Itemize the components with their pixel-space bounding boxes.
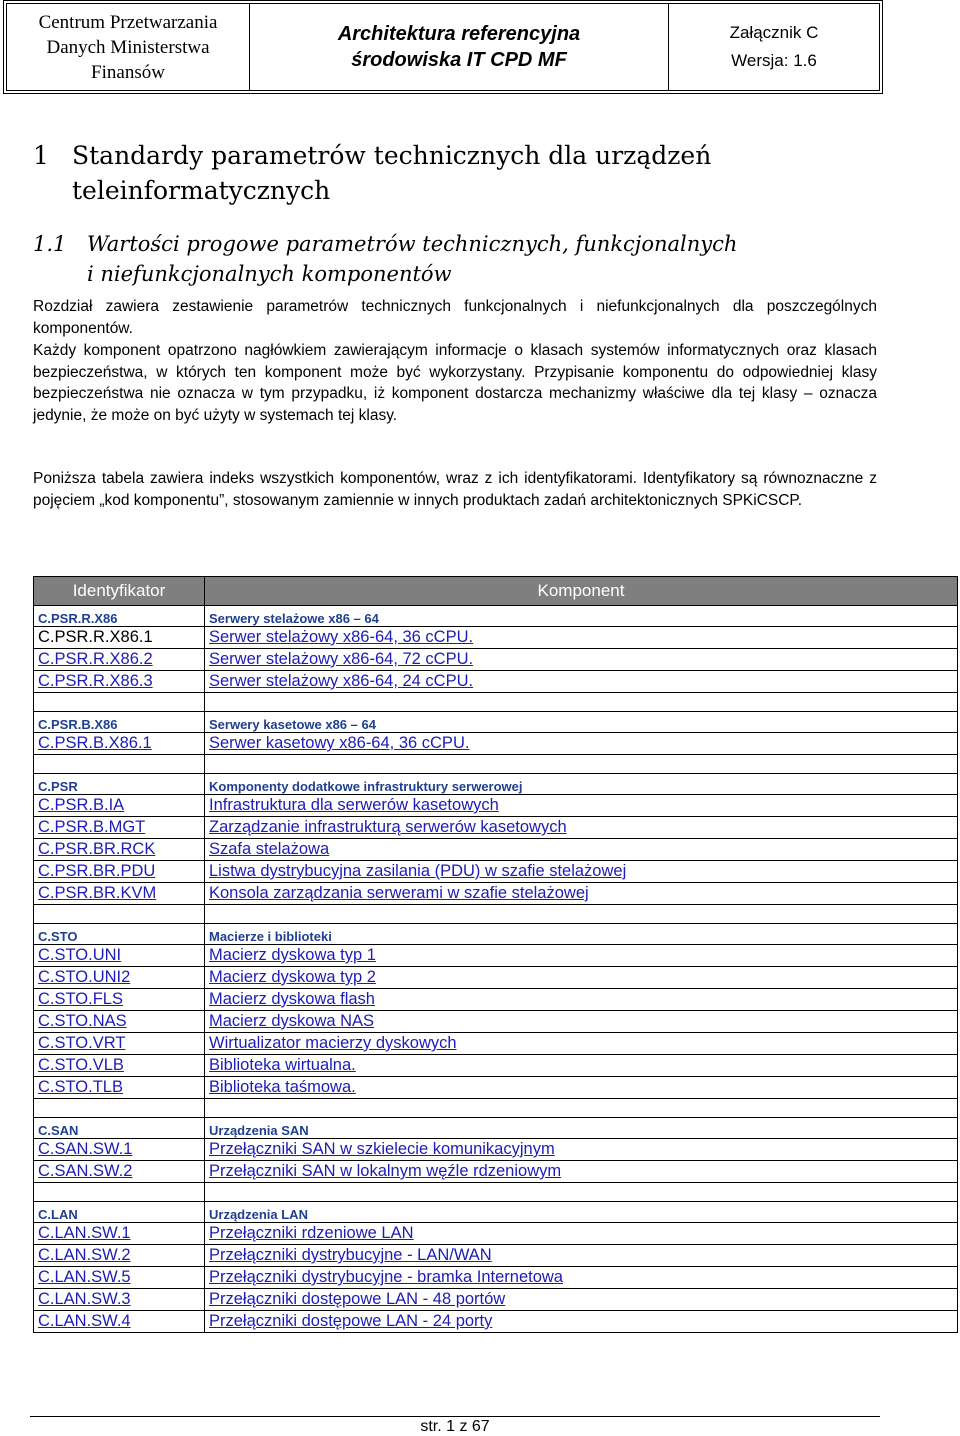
table-row (34, 795, 958, 817)
group-row (34, 1202, 958, 1223)
id-cell (34, 795, 205, 817)
table-row (34, 1267, 958, 1289)
spacer-row (34, 693, 958, 712)
spacer-cell (205, 1099, 958, 1118)
component-id-link[interactable]: C.PSR.B.MGT (38, 818, 146, 836)
component-name-link[interactable]: Serwer stelażowy x86-64, 36 cCPU. (209, 628, 474, 646)
group-id: C.PSR.R.X86 (34, 606, 205, 627)
name-cell (205, 795, 958, 817)
paragraph-index: Poniższa tabela zawiera indeks wszystkich komponentów, wraz z ich identyfikatorami. Identyfikatory są równoznaczne z pojęciem „kod komponentu”, stosowanym zamiennie w innych produktach zadań architektonicznych SPKiCSCP. (33, 470, 877, 509)
name-cell (205, 817, 958, 839)
group-name: Serwery stelażowe x86 – 64 (205, 606, 958, 627)
component-id-link[interactable]: C.SAN.SW.1 (38, 1140, 133, 1158)
name-cell (205, 861, 958, 883)
component-name-link[interactable]: Listwa dystrybucyjna zasilania (PDU) w szafie stelażowej (209, 862, 627, 880)
component-id-link[interactable]: C.STO.VLB (38, 1056, 124, 1074)
table-row (34, 1289, 958, 1311)
component-name-link[interactable]: Przełączniki dostępowe LAN - 24 porty (209, 1312, 493, 1330)
name-cell (205, 649, 958, 671)
id-cell (34, 1011, 205, 1033)
id-cell (34, 1161, 205, 1183)
component-name-link[interactable]: Serwer stelażowy x86-64, 72 cCPU. (209, 650, 474, 668)
component-name-link[interactable]: Przełączniki SAN w lokalnym węźle rdzeniowym (209, 1162, 562, 1180)
name-cell (205, 945, 958, 967)
component-id-link[interactable]: C.STO.VRT (38, 1034, 126, 1052)
page-number: str. 1 z 67 (420, 1418, 490, 1435)
name-cell (205, 1011, 958, 1033)
attachment-label: Załącznik C (729, 23, 819, 42)
component-id-link[interactable]: C.PSR.BR.RCK (38, 840, 156, 858)
table-row (34, 1139, 958, 1161)
table-row (34, 1311, 958, 1333)
group-row (34, 606, 958, 627)
component-id-link[interactable]: C.PSR.R.X86.2 (38, 650, 153, 668)
group-row (34, 924, 958, 945)
heading-1-number: 1 (33, 141, 49, 170)
id-cell (34, 733, 205, 755)
name-cell (205, 989, 958, 1011)
spacer-cell (205, 905, 958, 924)
component-name-link[interactable]: Infrastruktura dla serwerów kasetowych (209, 796, 499, 814)
table-row (34, 1077, 958, 1099)
id-cell (34, 861, 205, 883)
id-cell (34, 627, 205, 649)
spacer-row (34, 755, 958, 774)
component-name-link[interactable]: Macierz dyskowa flash (209, 990, 375, 1008)
component-id-link[interactable]: C.PSR.B.X86.1 (38, 734, 152, 752)
component-name-link[interactable]: Macierz dyskowa typ 1 (209, 946, 376, 964)
component-index-table (33, 576, 958, 1333)
table-row (34, 945, 958, 967)
group-name: Macierze i biblioteki (205, 924, 958, 945)
footer-divider (30, 1416, 880, 1417)
table-row (34, 671, 958, 693)
component-id-link[interactable]: C.PSR.B.IA (38, 796, 125, 814)
spacer-cell (205, 693, 958, 712)
table-row (34, 733, 958, 755)
component-name-link[interactable]: Zarządzanie infrastrukturą serwerów kasetowych (209, 818, 567, 836)
header-meta (669, 4, 879, 90)
component-id-link[interactable]: C.LAN.SW.2 (38, 1246, 131, 1264)
header-title (250, 4, 669, 90)
component-name-link[interactable]: Macierz dyskowa typ 2 (209, 968, 376, 986)
table-row (34, 649, 958, 671)
heading-1-line1: Standardy parametrów technicznych dla urządzeń (72, 141, 712, 170)
component-name-link[interactable]: Przełączniki dystrybucyjne - bramka Internetowa (209, 1268, 563, 1286)
spacer-cell (34, 1183, 205, 1202)
id-cell (34, 839, 205, 861)
column-header-identifier: Identyfikator (34, 577, 205, 606)
name-cell (205, 1245, 958, 1267)
group-id: C.LAN (34, 1202, 205, 1223)
component-id-link[interactable]: C.LAN.SW.4 (38, 1312, 131, 1330)
name-cell (205, 671, 958, 693)
org-line: Centrum Przetwarzania (38, 11, 218, 33)
id-cell (34, 1223, 205, 1245)
spacer-cell (205, 755, 958, 774)
component-name-link[interactable]: Serwer stelażowy x86-64, 24 cCPU. (209, 672, 474, 690)
table-row (34, 989, 958, 1011)
group-name: Urządzenia SAN (205, 1118, 958, 1139)
component-id-link[interactable]: C.PSR.BR.PDU (38, 862, 156, 880)
heading-2-line2: i niefunkcjonalnych komponentów (87, 262, 452, 286)
group-row (34, 774, 958, 795)
component-id-link[interactable]: C.LAN.SW.3 (38, 1290, 131, 1308)
component-id-link[interactable]: C.PSR.BR.KVM (38, 884, 157, 902)
component-id-link[interactable]: C.PSR.R.X86.3 (38, 672, 153, 690)
id-cell (34, 1311, 205, 1333)
group-name: Serwery kasetowe x86 – 64 (205, 712, 958, 733)
org-line: Finansów (91, 61, 165, 83)
table-row (34, 883, 958, 905)
table-row (34, 1033, 958, 1055)
component-name-link[interactable]: Przełączniki rdzeniowe LAN (209, 1224, 414, 1242)
group-id: C.STO (34, 924, 205, 945)
name-cell (205, 1033, 958, 1055)
id-cell (34, 883, 205, 905)
group-row (34, 712, 958, 733)
spacer-row (34, 1099, 958, 1118)
component-name-link[interactable]: Biblioteka taśmowa. (209, 1078, 356, 1096)
title-line: środowiska IT CPD MF (351, 49, 567, 71)
component-name-link[interactable]: Przełączniki dostępowe LAN - 48 portów (209, 1290, 506, 1308)
table-row (34, 817, 958, 839)
name-cell (205, 839, 958, 861)
name-cell (205, 883, 958, 905)
header-organization (7, 4, 250, 90)
name-cell (205, 1139, 958, 1161)
group-id: C.PSR (34, 774, 205, 795)
paragraph-intro: Rozdział zawiera zestawienie parametrów technicznych funkcjonalnych i niefunkcjonalnych dla poszczególnych komponentów. (33, 298, 877, 337)
component-name-link[interactable]: Przełączniki SAN w szkielecie komunikacyjnym (209, 1140, 555, 1158)
component-id-link[interactable]: C.STO.NAS (38, 1012, 127, 1030)
table-row (34, 967, 958, 989)
id-cell (34, 1033, 205, 1055)
column-header-component: Komponent (205, 577, 958, 606)
name-cell (205, 1289, 958, 1311)
title-line: Architektura referencyjna (337, 23, 581, 45)
id-cell (34, 817, 205, 839)
heading-2-line1: Wartości progowe parametrów technicznych, funkcjonalnych (87, 232, 738, 256)
component-name-link[interactable]: Biblioteka wirtualna. (209, 1056, 356, 1074)
spacer-cell (205, 1183, 958, 1202)
group-name: Komponenty dodatkowe infrastruktury serwerowej (205, 774, 958, 795)
page-header (6, 3, 880, 91)
spacer-cell (34, 1099, 205, 1118)
component-id-link[interactable]: C.PSR.R.X86.1 (38, 628, 153, 646)
heading-2-number: 1.1 (33, 232, 67, 256)
table-row (34, 861, 958, 883)
component-name-link[interactable]: Serwer kasetowy x86-64, 36 cCPU. (209, 734, 470, 752)
component-id-link[interactable]: C.LAN.SW.1 (38, 1224, 131, 1242)
id-cell (34, 671, 205, 693)
table-row (34, 839, 958, 861)
component-id-link[interactable]: C.STO.TLB (38, 1078, 123, 1096)
id-cell (34, 1267, 205, 1289)
spacer-row (34, 1183, 958, 1202)
component-id-link[interactable]: C.STO.UNI2 (38, 968, 131, 986)
spacer-row (34, 905, 958, 924)
group-name: Urządzenia LAN (205, 1202, 958, 1223)
id-cell (34, 1139, 205, 1161)
id-cell (34, 967, 205, 989)
spacer-cell (34, 905, 205, 924)
group-row (34, 1118, 958, 1139)
id-cell (34, 1289, 205, 1311)
id-cell (34, 945, 205, 967)
component-name-link[interactable]: Macierz dyskowa NAS (209, 1012, 375, 1030)
name-cell (205, 627, 958, 649)
spacer-cell (34, 755, 205, 774)
id-cell (34, 989, 205, 1011)
id-cell (34, 649, 205, 671)
name-cell (205, 1055, 958, 1077)
component-id-link[interactable]: C.STO.UNI (38, 946, 122, 964)
heading-2 (33, 229, 913, 289)
name-cell (205, 1267, 958, 1289)
table-row (34, 1011, 958, 1033)
table-header-row (34, 577, 958, 606)
org-line: Danych Ministerstwa (46, 36, 210, 58)
id-cell (34, 1077, 205, 1099)
component-id-link[interactable]: C.STO.FLS (38, 990, 123, 1008)
id-cell (34, 1245, 205, 1267)
table-body (34, 606, 958, 1333)
spacer-cell (34, 693, 205, 712)
name-cell (205, 733, 958, 755)
table-row (34, 1223, 958, 1245)
paragraph-classes: Każdy komponent opatrzono nagłówkiem zawierającym informacje o klasach systemów informatycznych oraz klasach bezpieczeństwa, w których ten komponent może być wykorzystany. Przypisanie komponentu do odpowiedniej klasy bezpieczeństwa nie oznacza w tym przypadku, iż komponent dostarcza mechanizmy właściwe dla tej klasy – oznacza jedynie, że może on być użyty w systemach tej klasy. (33, 342, 877, 424)
component-name-link[interactable]: Szafa stelażowa (209, 840, 330, 858)
component-name-link[interactable]: Przełączniki dystrybucyjne - LAN/WAN (209, 1246, 492, 1264)
component-id-link[interactable]: C.SAN.SW.2 (38, 1162, 133, 1180)
id-cell (34, 1055, 205, 1077)
table-row (34, 627, 958, 649)
group-id: C.SAN (34, 1118, 205, 1139)
heading-1-line2: teleinformatycznych (72, 176, 331, 205)
name-cell (205, 967, 958, 989)
component-name-link[interactable]: Konsola zarządzania serwerami w szafie stelażowej (209, 884, 589, 902)
version-label: Wersja: 1.6 (731, 51, 817, 70)
name-cell (205, 1077, 958, 1099)
name-cell (205, 1161, 958, 1183)
name-cell (205, 1223, 958, 1245)
component-id-link[interactable]: C.LAN.SW.5 (38, 1268, 131, 1286)
group-id: C.PSR.B.X86 (34, 712, 205, 733)
table-row (34, 1161, 958, 1183)
table-row (34, 1245, 958, 1267)
component-name-link[interactable]: Wirtualizator macierzy dyskowych (209, 1034, 457, 1052)
name-cell (205, 1311, 958, 1333)
table-row (34, 1055, 958, 1077)
heading-1 (33, 138, 893, 208)
